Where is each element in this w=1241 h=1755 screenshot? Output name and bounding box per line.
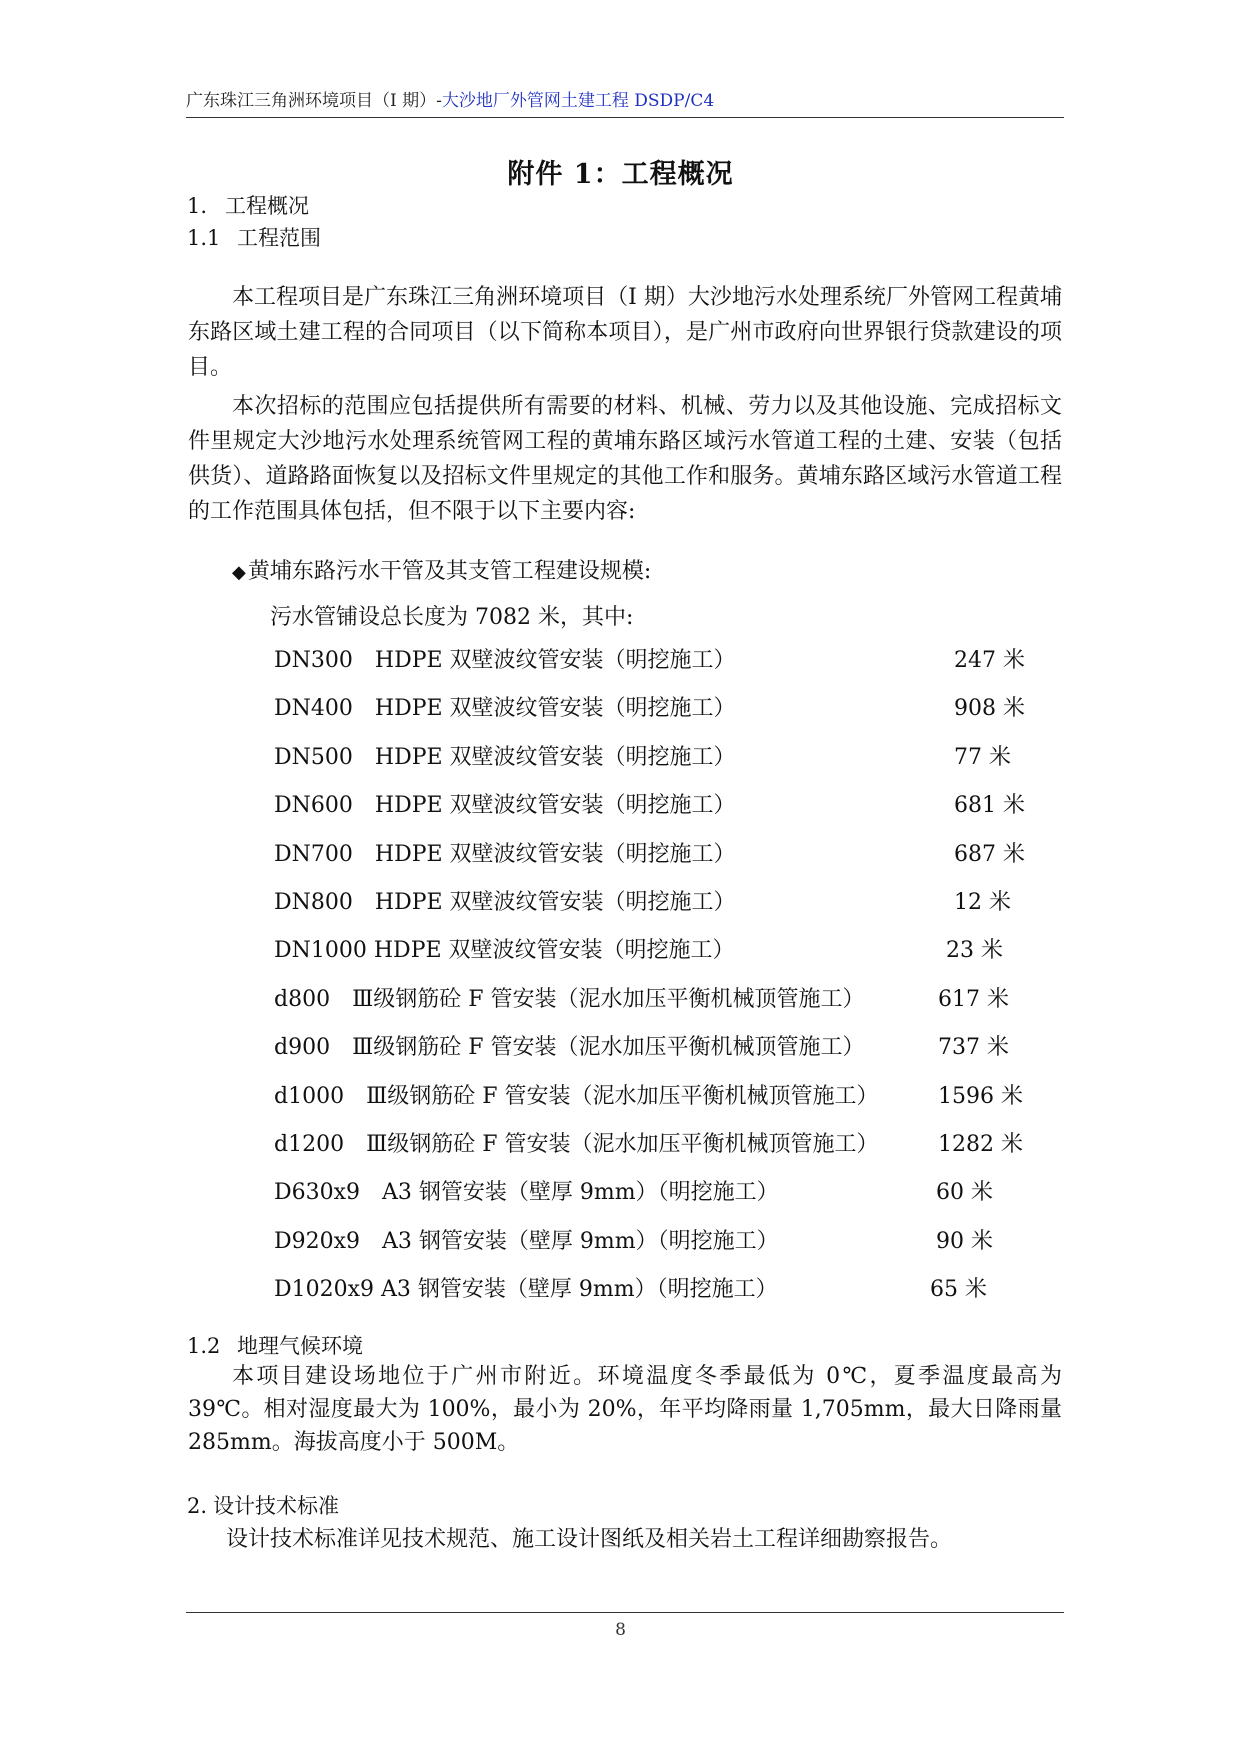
pipe-description: d800 Ⅲ级钢筋砼 F 管安装（泥水加压平衡机械顶管施工）: [274, 986, 865, 1012]
pipe-row: [274, 1175, 1034, 1215]
pipe-description: DN500 HDPE 双壁波纹管安装（明挖施工）: [274, 744, 736, 770]
total-length-line: 污水管铺设总长度为 7082 米，其中:: [270, 605, 634, 630]
pipe-description: DN800 HDPE 双壁波纹管安装（明挖施工）: [274, 890, 736, 915]
pipe-row: [274, 1127, 1034, 1167]
diamond-bullet-icon: ◆: [232, 562, 246, 583]
pipe-description: d1200 Ⅲ级钢筋砼 F 管安装（泥水加压平衡机械顶管施工）: [274, 1132, 879, 1157]
pipe-description: D630x9 A3 钢管安装（壁厚 9mm）（明挖施工）: [274, 1180, 779, 1206]
section-label: 地理气候环境: [237, 1334, 363, 1358]
footer-divider: [186, 1612, 1064, 1613]
pipe-length: 908 米: [954, 696, 1025, 722]
document-title: 附件 1：工程概况: [507, 159, 734, 190]
pipe-length: 60 米: [936, 1180, 993, 1206]
pipe-description: DN700 HDPE 双壁波纹管安装（明挖施工）: [274, 841, 736, 867]
pipe-length: 90 米: [936, 1228, 993, 1254]
standards-paragraph: 设计技术标准详见技术规范、施工设计图纸及相关岩土工程详细勘察报告。: [226, 1527, 953, 1552]
pipe-length: 23 米: [946, 938, 1003, 964]
section-number: 1.2: [187, 1334, 221, 1358]
pipe-description: d1000 Ⅲ级钢筋砼 F 管安装（泥水加压平衡机械顶管施工）: [274, 1083, 879, 1109]
pipe-description: DN300 HDPE 双壁波纹管安装（明挖施工）: [274, 648, 736, 673]
section-number: 2.: [187, 1494, 208, 1518]
page-header: [186, 86, 1062, 116]
pipe-description: d900 Ⅲ级钢筋砼 F 管安装（泥水加压平衡机械顶管施工）: [274, 1035, 865, 1061]
pipe-length: 1596 米: [938, 1083, 1023, 1109]
bullet-text: 黄埔东路污水干管及其支管工程建设规模:: [247, 559, 652, 584]
pipe-length: 617 米: [938, 986, 1009, 1012]
pipe-length: 65 米: [930, 1277, 987, 1303]
pipe-row: [274, 837, 1034, 877]
pipe-length: 12 米: [954, 890, 1011, 915]
climate-paragraph: 本项目建设场地位于广州市附近。环境温度冬季最低为 0℃，夏季温度最高为 39℃。相对湿度最大为 100%，最小为 20%，年平均降雨量 1,705mm，最大日降雨量 285mm。海拔高度小于 500M。: [188, 1364, 1062, 1455]
pipe-length: 247 米: [954, 648, 1025, 673]
section-1-heading: [187, 190, 309, 220]
pipe-description: D920x9 A3 钢管安装（壁厚 9mm）（明挖施工）: [274, 1228, 779, 1254]
header-contract: 大沙地厂外管网土建工程 DSDP/C4: [441, 91, 715, 111]
pipe-row: [274, 885, 1034, 925]
pipe-row: [274, 1224, 1034, 1264]
pipe-length: 687 米: [954, 841, 1025, 867]
pipe-description: DN400 HDPE 双壁波纹管安装（明挖施工）: [274, 696, 736, 722]
pipe-description: D1020x9 A3 钢管安装（壁厚 9mm）（明挖施工）: [274, 1277, 778, 1303]
pipe-row: [274, 933, 1034, 973]
pipe-length: 737 米: [938, 1035, 1009, 1061]
pipe-row: [274, 1030, 1034, 1070]
pipe-row: [274, 691, 1034, 731]
section-number: 1.: [187, 194, 208, 218]
section-label: 工程概况: [225, 194, 309, 218]
pipe-row: [274, 1079, 1034, 1119]
pipe-length: 77 米: [954, 744, 1011, 770]
pipe-description: DN1000 HDPE 双壁波纹管安装（明挖施工）: [274, 938, 735, 964]
pipe-length: 1282 米: [938, 1132, 1023, 1157]
section-label: 设计技术标准: [213, 1494, 339, 1518]
section-1-1-heading: [187, 222, 321, 252]
section-label: 工程范围: [237, 226, 321, 250]
header-project: 广东珠江三角洲环境项目（I 期）-: [186, 91, 442, 111]
pipe-description: DN600 HDPE 双壁波纹管安装（明挖施工）: [274, 793, 736, 819]
pipe-row: [274, 1272, 1034, 1312]
pipe-row: [274, 740, 1034, 780]
page-number: 8: [615, 1620, 626, 1640]
scale-bullet: [232, 554, 651, 585]
scope-paragraph-2: 本次招标的范围应包括提供所有需要的材料、机械、劳力以及其他设施、完成招标文件里规定大沙地污水处理系统管网工程的黄埔东路区域污水管道工程的土建、安装（包括供货）、道路路面恢复以及招标文件里规定的其他工作和服务。黄埔东路区域污水管道工程的工作范围具体包括，但不限于以下主要内容:: [188, 394, 1062, 524]
section-2-heading: [187, 1490, 339, 1520]
section-number: 1.1: [187, 226, 221, 250]
pipe-length: 681 米: [954, 793, 1025, 819]
section-1-2-heading: [187, 1330, 363, 1360]
scope-paragraph-1: 本工程项目是广东珠江三角洲环境项目（I 期）大沙地污水处理系统厂外管网工程黄埔东路区域土建工程的合同项目（以下简称本项目），是广州市政府向世界银行贷款建设的项目。: [188, 285, 1062, 380]
header-divider: [186, 117, 1064, 118]
pipe-row: [274, 982, 1034, 1022]
pipe-row: [274, 643, 1034, 683]
pipe-row: [274, 788, 1034, 828]
